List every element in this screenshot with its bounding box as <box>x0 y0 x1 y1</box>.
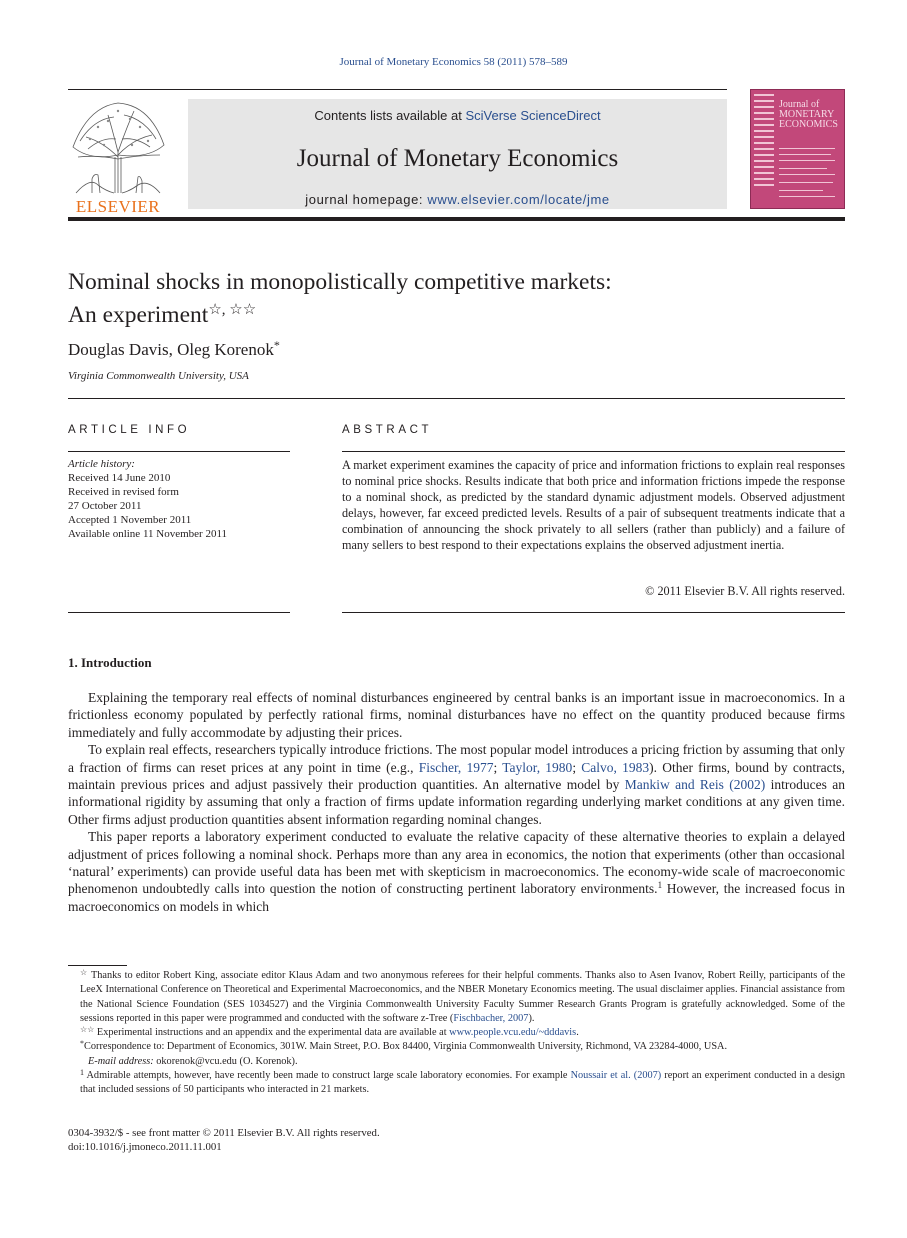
citation-fischbacher[interactable]: Fischbacher, 2007 <box>453 1012 529 1024</box>
history-item: Accepted 1 November 2011 <box>68 514 192 526</box>
history-item: Received 14 June 2010 <box>68 472 171 484</box>
history-item: 27 October 2011 <box>68 500 142 512</box>
introduction-body <box>68 689 845 915</box>
citation-noussair[interactable]: Noussair et al. (2007) <box>570 1070 662 1082</box>
footnotes <box>68 969 845 1098</box>
elsevier-wordmark: ELSEVIER <box>75 197 161 216</box>
masthead-bottom-rule <box>68 217 845 221</box>
footnote-correspondence: *Correspondence to: Department of Economics, 301W. Main Street, P.O. Box 84400, Virginia Commonwealth University, Richmond, VA 23284-4000, USA. <box>80 1039 728 1053</box>
footnote-acknowledgments: ☆ Thanks to editor Robert King, associate editor Klaus Adam and two anonymous referees for their helpful comments. Thanks also to Asen Ivanov, Robert Reilly, participants of the LeeX International Conference on Theoretical and Experimental Macroeconomics, and the NBER Monetary Economics meeting. The usual disclaimer applies. Financial assistance from the National Science Foundation (SES 1034527) and the Virginia Commonwealth University Faculty Summer Research Grants Program is gratefully acknowledged. Some of the sessions reported in this paper were programmed and conducted with the software z-Tree (Fischbacher, 2007). <box>80 968 846 1024</box>
abstract-text: A market experiment examines the capacity of price and information frictions to explain real responses to nominal price shocks. Results indicate that both price and information frictions impede the response to a nominal shock, as predicted by the standard dynamic adjustment models. Observed adjustment delays, however, far exceed predicted levels. Results of a pair of subsequent treatments indicate that a combination of announcing the shock privately to all sellers (rather than publicly) and a failure of many sellers to best respond to their expectations explains the observed adjustment inertia. <box>342 458 845 552</box>
title-line-2: An experiment <box>68 302 209 328</box>
history-item: Available online 11 November 2011 <box>68 528 228 540</box>
footnote-rule <box>68 965 127 966</box>
cover-spine-lines <box>754 94 774 204</box>
journal-cover-thumbnail[interactable] <box>750 89 845 209</box>
citation-calvo[interactable]: Calvo, 1983 <box>581 759 650 775</box>
divider-rule <box>68 398 845 399</box>
data-url-link[interactable]: www.people.vcu.edu/~dddavis <box>449 1027 577 1039</box>
journal-reference[interactable]: Journal of Monetary Economics 58 (2011) 578–589 <box>339 56 568 68</box>
abstract-bottom-rule <box>342 612 845 613</box>
article-title <box>68 268 845 329</box>
sciencedirect-link[interactable]: SciVerse ScienceDirect <box>465 108 601 123</box>
journal-title: Journal of Monetary Economics <box>296 145 619 172</box>
article-info-rule <box>68 451 290 452</box>
abstract-heading: ABSTRACT <box>342 424 433 436</box>
author-list <box>68 338 280 360</box>
cover-title: Journal of MONETARY ECONOMICS <box>779 99 838 130</box>
corresponding-author-mark[interactable]: * <box>273 338 280 352</box>
article-info-bottom-rule <box>68 612 290 613</box>
footnote-data-availability: ☆☆ Experimental instructions and an appendix and the experimental data are available at www.people.vcu.edu/~dddavis. <box>80 1025 579 1039</box>
citation-fischer[interactable]: Fischer, 1977 <box>418 759 494 775</box>
elsevier-logo[interactable] <box>68 97 168 216</box>
copyright-notice: © 2011 Elsevier B.V. All rights reserved. <box>645 584 845 598</box>
authors: Douglas Davis, Oleg Korenok <box>68 340 274 359</box>
issn-line: 0304-3932/$ - see front matter © 2011 Elsevier B.V. All rights reserved. <box>68 1127 380 1139</box>
homepage-link[interactable]: www.elsevier.com/locate/jme <box>427 192 610 207</box>
citation-taylor[interactable]: Taylor, 1980 <box>502 759 573 775</box>
title-line-1: Nominal shocks in monopolistically competitive markets: <box>68 269 612 295</box>
paragraph-2: To explain real effects, researchers typically introduce frictions. The most popular model introduces a pricing friction by assuming that only a fraction of firms can reset prices at any point in time (e.g., Fischer, 1977; Taylor, 1980; Calvo, 1983). Other firms, bound by contracts, maintain previous prices and adjust passively their production quantities. An alternative model by Mankiw and Reis (2002) introduces an informational rigidity by assuming that only a fraction of firms update information regarding underlying market conditions at any given time. Other firms adjust production quantities absent information regarding nominal changes. <box>68 742 845 827</box>
footnote-email: E-mail address: okorenok@vcu.edu (O. Korenok). <box>88 1055 298 1067</box>
affiliation: Virginia Commonwealth University, USA <box>68 370 249 382</box>
doi-line[interactable]: doi:10.1016/j.jmoneco.2011.11.001 <box>68 1141 222 1153</box>
contents-line <box>188 108 727 123</box>
tree-icon <box>68 97 168 195</box>
paragraph-3: This paper reports a laboratory experiment conducted to evaluate the relative capacity of these alternative theories to explain a delayed adjustment of prices following a nominal shock. Perhaps more than any area in economics, the notion that experiments (other than occasional ‘natural’ experiments) can provide useful data has been met with skepticism in macroeconomics. The economy-wide scale of macroeconomic phenomenon undoubtedly calls into question the notion of constructing pertinent laboratory environments.$^1$ However, the increased focus in macroeconomics on models in which <box>68 829 846 914</box>
abstract-rule <box>342 451 845 452</box>
paragraph-1: Explaining the temporary real effects of nominal disturbances engineered by central banks is an important issue in macroeconomics. In a frictionless economy populated by perfectly rational firms, nominal disturbances have no effect on the quantity produced because firms immediately and fully accommodate by adjusting their prices. <box>68 690 845 740</box>
history-item: Received in revised form <box>68 486 179 498</box>
article-info-heading: ARTICLE INFO <box>68 424 191 436</box>
footnote-ref-1[interactable]: 1 <box>657 880 663 891</box>
masthead <box>68 89 845 221</box>
journal-banner <box>188 99 727 209</box>
citation-mankiw-reis[interactable]: Mankiw and Reis (2002) <box>624 777 766 793</box>
title-footnote-marks[interactable]: ☆, ☆☆ <box>208 302 257 318</box>
article-history <box>68 457 290 541</box>
masthead-top-rule <box>68 89 727 90</box>
homepage-line <box>188 192 727 207</box>
contents-prefix: Contents lists available at <box>314 108 466 123</box>
footnote-1: $^1$ Admirable attempts, however, have recently been made to construct large scale laboratory economies. For example Noussair et al. (2007) report an experiment conducted in a design that included sessions of 50 participants who interacted in 21 markets. <box>80 1068 846 1096</box>
homepage-prefix: journal homepage: <box>305 192 428 207</box>
history-label: Article history: <box>68 458 135 470</box>
front-matter <box>68 1126 380 1154</box>
introduction-heading: 1. Introduction <box>68 655 152 670</box>
